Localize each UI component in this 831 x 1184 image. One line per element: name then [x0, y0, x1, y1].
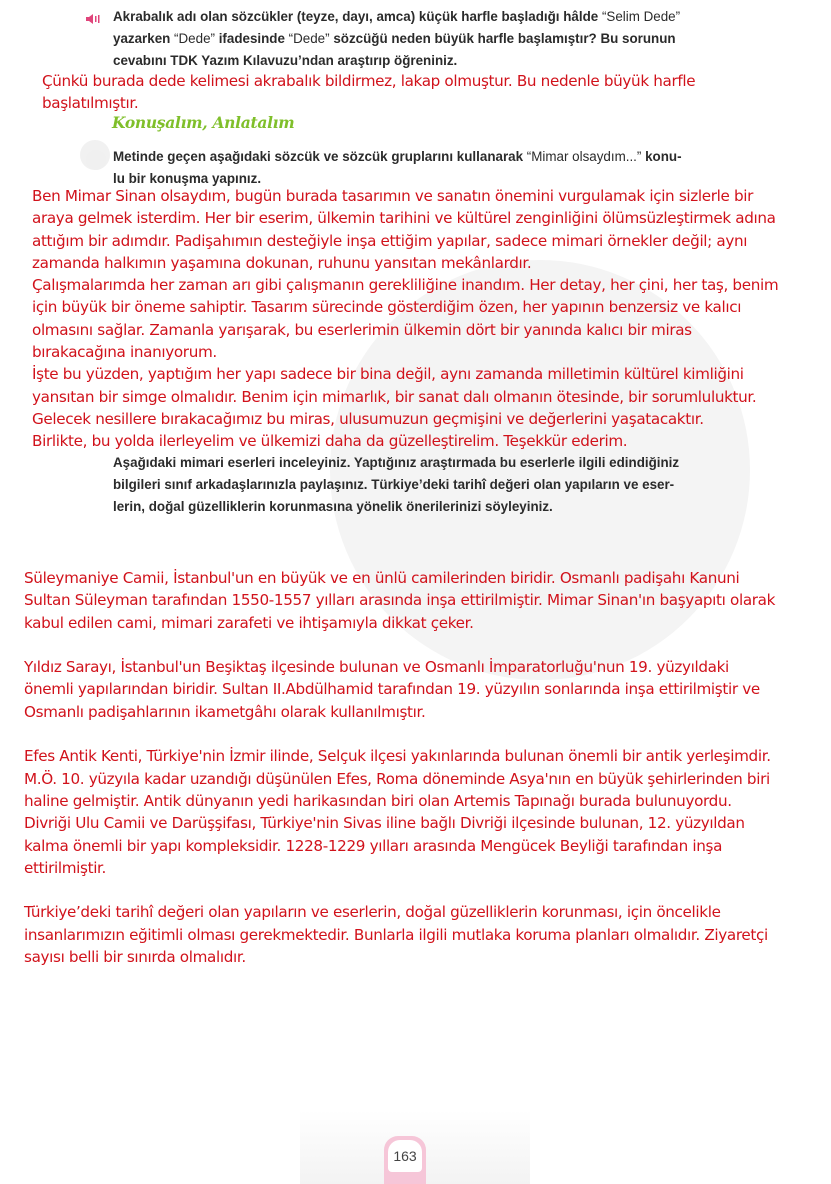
- answer-line: bırakacağına inanıyorum.: [32, 343, 217, 362]
- answer-line: zamanda halkımın yaşamına dokunan, ruhunu yansıtan mekânlardır.: [32, 253, 532, 272]
- page-number: 163: [388, 1140, 422, 1172]
- quote-text: “Mimar olsaydım...”: [526, 149, 642, 164]
- answer-line: araya gelmek isterdim. Her bir eserim, ülkemin tarihini ve kültürel zenginliğini ölümsüzleştirmek adına: [32, 209, 776, 228]
- section-title: Konuşalım, Anlatalım: [112, 113, 295, 132]
- answer-line: attığım bir adımdır. Padişahımın desteğiyle inşa ettiğim yapılar, sadece mimari örnekler değil; aynı: [32, 231, 748, 250]
- answer-3: [24, 567, 775, 968]
- answer-line: kalma önemli bir yapı kompleksidir. 1228-1229 yılları arasında Mengücek Beyliği tarafından inşa: [24, 836, 723, 855]
- question-2-line: [113, 146, 753, 168]
- answer-paragraph-koruma: [24, 901, 775, 968]
- answer-line: Süleymaniye Camii, İstanbul'un en büyük ve en ünlü camilerinden biridir. Osmanlı padişahı Kanuni: [24, 569, 740, 587]
- question-3-line: Aşağıdaki mimari eserleri inceleyiniz. Yaptığınız araştırmada bu eserlerle ilgili edindiğiniz: [113, 455, 680, 470]
- answer-line: sayısı belli bir sınırda olmalıdır.: [24, 948, 246, 967]
- answer-paragraph-suleymaniye: [24, 567, 775, 634]
- answer-line: Türkiye’deki tarihî değeri olan yapıların ve eserlerin, doğal güzelliklerin korunması, için öncelikle: [24, 903, 721, 922]
- answer-line: ettirilmiştir.: [24, 858, 107, 877]
- answer-line: Gelecek nesillere bırakacağımız bu miras, ulusumuzun geçmişini ve değerlerini yaşatacaktır.: [32, 409, 704, 428]
- answer-line: M.Ö. 10. yüzyıla kadar uzandığı düşünülen Efes, Roma döneminde Asya'nın en büyük şehirlerinden biri: [24, 769, 770, 788]
- quote-text: “Dede”: [288, 31, 330, 46]
- answer-line: başlatılmıştır.: [42, 94, 139, 113]
- answer-line: İşte bu yüzden, yaptığım her yapı sadece bir bina değil, aynı zamanda milletimin kültürel kimliğini: [32, 365, 744, 384]
- answer-paragraph-efes-divrigi: [24, 745, 775, 879]
- answer-line: haline gelmiştir. Antik dünyanın yedi harikasından biri olan Artemis Tapınağı burada bulunuyordu.: [24, 791, 732, 810]
- question-text: Akrabalık adı olan sözcükler (teyze, dayı, amca) küçük harfle başladığı hâlde: [113, 9, 602, 24]
- quote-text: “Dede”: [174, 31, 215, 46]
- answer-line: için büyük bir öneme sahiptir. Tasarım sürecinde gösterdiğim özen, her yapının benzersiz ve kalıcı: [32, 298, 742, 317]
- answer-line: yansıtan bir simge olmalıdır. Benim için mimarlık, bir sanat dalı olmanın ötesinde, bir sorumluluktur.: [32, 387, 757, 406]
- question-text: ifadesinde: [214, 31, 289, 46]
- question-1-line: [113, 28, 753, 50]
- answer-line: Osmanlı padişahlarının ikametgâhı olarak kullanılmıştır.: [24, 702, 426, 721]
- question-1-line: [113, 50, 753, 72]
- answer-paragraph-yildiz: [24, 656, 775, 723]
- answer-line: Divriği Ulu Camii ve Darüşşifası, Türkiye'nin Sivas iline bağlı Divriği ilçesinde bulunan, 12. yüzyıldan: [24, 814, 745, 833]
- question-text: yazarken: [113, 31, 175, 46]
- question-1: [113, 6, 753, 72]
- question-2-line: lu bir konuşma yapınız.: [113, 171, 262, 186]
- answer-line: olmasını sağlar. Zamanla yarışarak, bu eserlerimin ülkemin dört bir yanında kalıcı bir miras: [32, 320, 692, 339]
- question-3: [113, 452, 753, 518]
- answer-line: Sultan Süleyman tarafından 1550-1557 yılları arasında inşa ettirilmiştir. Mimar Sinan'ın başyapıtı olarak: [24, 591, 776, 610]
- question-text: konu-: [641, 149, 682, 164]
- question-text: cevabını TDK Yazım Kılavuzu’ndan araştırıp öğreniniz.: [113, 53, 458, 68]
- question-text: sözcüğü neden büyük harfle başlamıştır? Bu sorunun: [329, 31, 676, 46]
- answer-line: Yıldız Sarayı, İstanbul'un Beşiktaş ilçesinde bulunan ve Osmanlı İmparatorluğu'nun 19. yüzyıldaki: [24, 658, 729, 677]
- answer-line: Çalışmalarımda her zaman arı gibi çalışmanın gerekliliğine inandım. Her detay, her çini, her taş, benim: [32, 276, 779, 295]
- question-1-line: [113, 6, 753, 28]
- bullet-circle: [86, 150, 106, 170]
- answer-line: kabul edilen cami, mimari zarafeti ve ihtişamıyla dikkat çeker.: [24, 613, 474, 632]
- answer-line: Ben Mimar Sinan olsaydım, bugün burada tasarımın ve sanatın önemini vurgulamak için sizlerle bir: [32, 187, 754, 205]
- answer-line: Çünkü burada dede kelimesi akrabalık bildirmez, lakap olmuştur. Bu nedenle büyük harfle: [42, 72, 696, 90]
- question-3-line: bilgileri sınıf arkadaşlarınızla paylaşınız. Türkiye’deki tarihî değeri olan yapıların ve eser-: [113, 477, 675, 492]
- question-3-line: lerin, doğal güzelliklerin korunmasına yönelik önerilerinizi söyleyiniz.: [113, 499, 553, 514]
- answer-2: [32, 185, 778, 453]
- answer-line: Birlikte, bu yolda ilerleyelim ve ülkemizi daha da güzelleştirelim. Teşekkür ederim.: [32, 432, 628, 451]
- question-2: [113, 146, 753, 190]
- speaker-bullet-icon: [86, 11, 98, 21]
- quote-text: “Selim Dede”: [601, 9, 681, 24]
- answer-line: insanlarımızın eğitimli olması gerekmektedir. Bunlarla ilgili mutlaka koruma planları olmalıdır. Ziyaretçi: [24, 925, 768, 944]
- answer-1: [42, 70, 695, 115]
- question-text: Metinde geçen aşağıdaki sözcük ve sözcük gruplarını kullanarak: [113, 149, 527, 164]
- answer-line: önemli yapılarından biridir. Sultan II.Abdülhamid tarafından 19. yüzyılın sonlarında inşa ettirilmiştir ve: [24, 680, 760, 699]
- answer-line: Efes Antik Kenti, Türkiye'nin İzmir ilinde, Selçuk ilçesi yakınlarında bulunan önemli bir antik yerleşimdir.: [24, 747, 771, 766]
